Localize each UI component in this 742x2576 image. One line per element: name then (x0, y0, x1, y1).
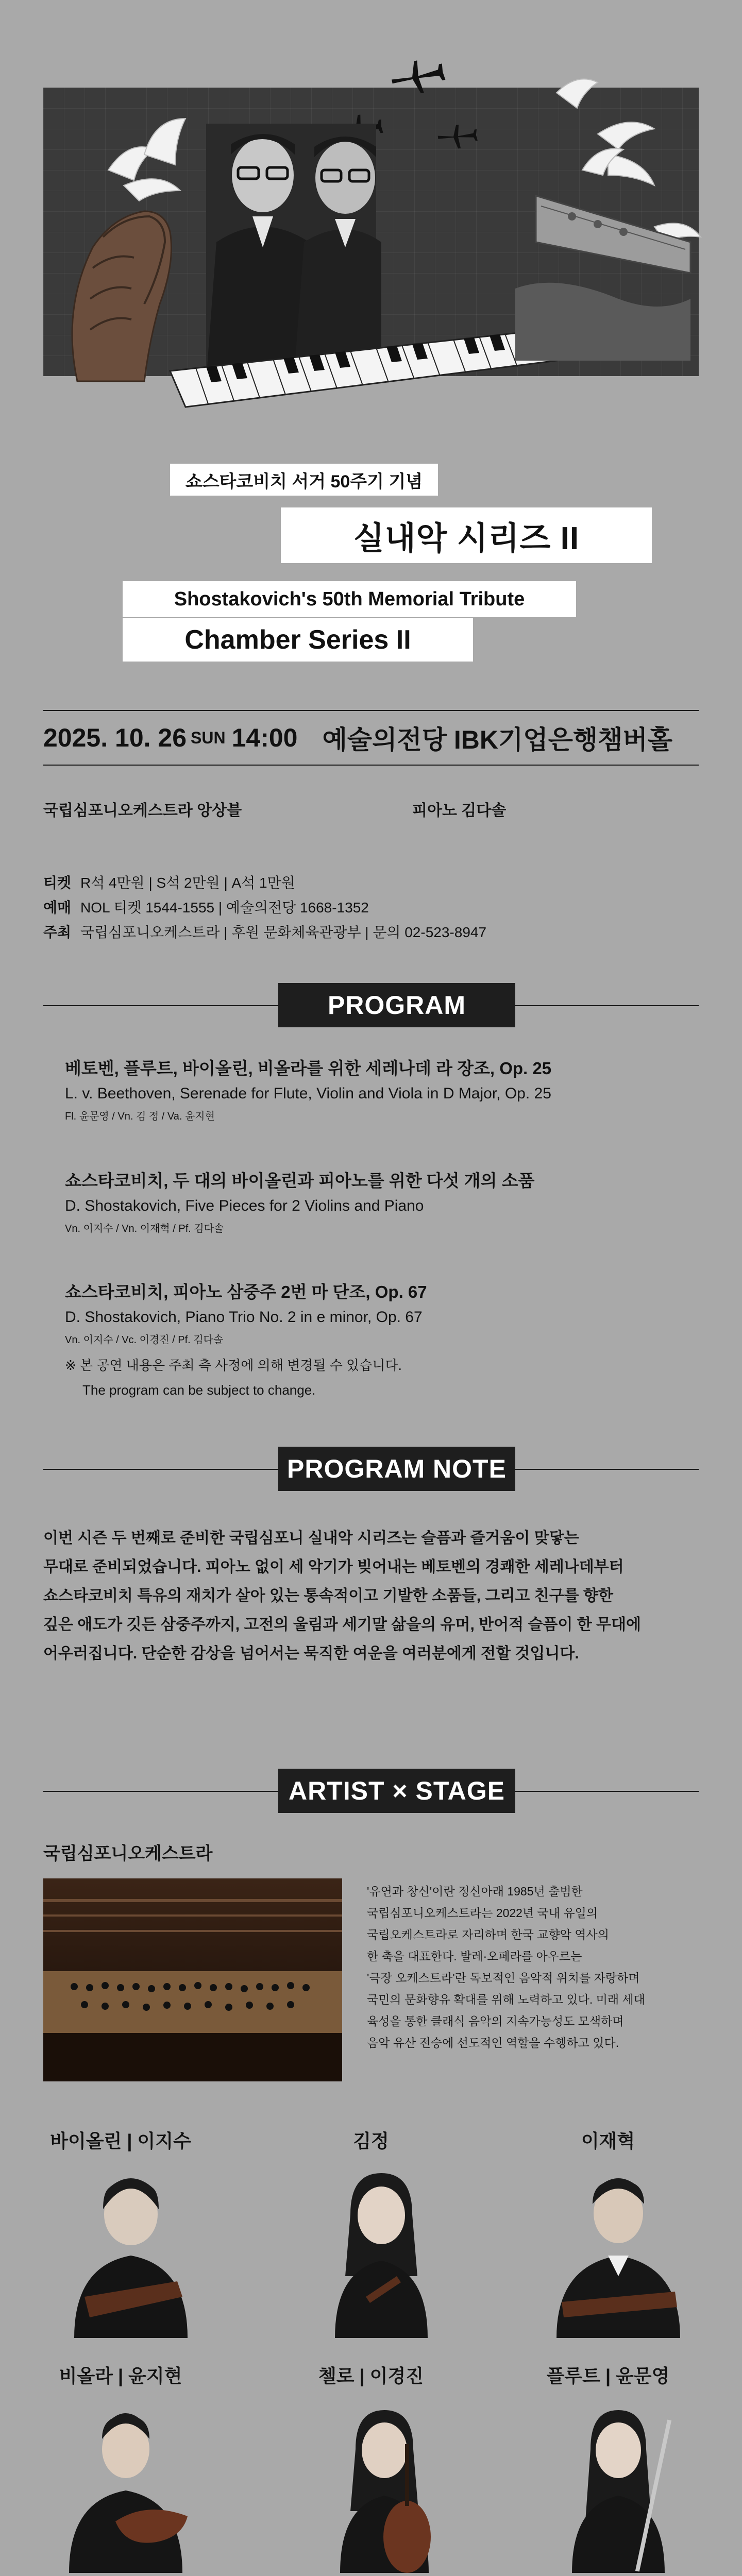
musician-photo (54, 2168, 208, 2338)
note-line: 깊은 애도가 깃든 삼중주까지, 고전의 울림과 세기말 삶을의 유머, 반어적 슬픔이 한 무대에 (43, 1616, 641, 1633)
program-title-en: D. Shostakovich, Piano Trio No. 2 in e minor, Op. 67 (65, 1309, 423, 1326)
section-header-artist-stage: ARTIST × STAGE (278, 1769, 515, 1813)
event-time: 14:00 (231, 723, 298, 752)
notice-english: The program can be subject to change. (82, 1382, 316, 1398)
hero-collage (0, 0, 742, 443)
musician-card (278, 2362, 464, 2576)
program-note-body (43, 1524, 699, 1668)
section-header-program: PROGRAM (278, 983, 515, 1027)
performer-pianist: 피아노 김다솔 (412, 802, 507, 819)
orchestra-title: 국립심포니오케스트라 (43, 1844, 213, 1863)
ticket-label: 티켓 (43, 875, 72, 891)
orchestra-text-line: 한 축을 대표한다. 발레·오페라를 아우르는 (367, 1950, 582, 1963)
musician-photo (541, 2168, 696, 2338)
program-players: Fl. 윤문영 / Vn. 김 정 / Va. 윤지현 (65, 1111, 215, 1122)
lily-flowers (108, 79, 701, 242)
event-venue: 예술의전당 IBK기업은행챔버홀 (322, 725, 673, 754)
program-title-kr: 베토벤, 플루트, 바이올린, 비올라를 위한 세레나데 라 장조, Op. 25 (65, 1059, 552, 1078)
program-title-kr: 쇼스타코비치, 피아노 삼중주 2번 마 단조, Op. 67 (65, 1282, 427, 1301)
musician-photo (54, 2403, 208, 2573)
ticket-prices: R석 4만원 | S석 2만원 | A석 1만원 (80, 875, 295, 891)
program-item-3 (65, 1280, 688, 1350)
orchestra-text-line: '극장 오케스트라'란 독보적인 음악적 위치를 자랑하며 (367, 1971, 640, 1985)
orchestra-description (367, 1880, 707, 2054)
musician-card (278, 2127, 464, 2353)
note-line: 쇼스타코비치 특유의 재치가 살아 있는 통속적이고 기발한 소품들, 그리고 친구를 향한 (43, 1587, 613, 1604)
note-line: 이번 시즌 두 번째로 준비한 국립심포니 실내악 시리즈는 슬픔과 즐거움이 맞닿는 (43, 1530, 579, 1547)
shostakovich-portrait (206, 124, 381, 381)
subtitle-english: Shostakovich's 50th Memorial Tribute (123, 581, 576, 617)
program-change-notice (65, 1353, 402, 1402)
musician-photo (304, 2403, 459, 2573)
note-line: 어우러집니다. 단순한 감상을 넘어서는 묵직한 여운을 여러분에게 전할 것입니다. (43, 1645, 579, 1662)
title-korean: 실내악 시리즈 II (281, 507, 652, 563)
orchestra-text-line: 국민의 문화향유 확대를 위해 노력하고 있다. 미래 세대 (367, 1993, 645, 2006)
subtitle-korean: 쇼스타코비치 서거 50주기 기념 (170, 464, 438, 496)
program-title-en: L. v. Beethoven, Serenade for Flute, Violin and Viola in D Major, Op. 25 (65, 1085, 551, 1102)
musician-name: 바이올린 | 이지수 (50, 2130, 191, 2151)
ticket-info (43, 871, 486, 945)
program-players: Vn. 이지수 / Vc. 이경진 / Pf. 김다솔 (65, 1334, 224, 1346)
orchestra-text-line: 음악 유산 전승에 선도적인 역할을 수행하고 있다. (367, 2036, 619, 2049)
musician-photo (541, 2403, 696, 2573)
divider-top (43, 710, 699, 711)
praying-hands-sculpture (72, 211, 172, 381)
hero-illustration (0, 0, 742, 443)
host-info: 국립심포니오케스트라 | 후원 문화체육관광부 | 문의 02-523-8947 (80, 924, 487, 940)
orchestra-text-line: 육성을 통한 클래식 음악의 지속가능성도 모색하며 (367, 2014, 624, 2028)
booking-info: NOL 티켓 1544-1555 | 예술의전당 1668-1352 (80, 900, 369, 916)
event-date: 2025. 10. 26 (43, 723, 187, 752)
orchestra-text-line: 국립오케스트라로 자리하며 한국 교향악 역사의 (367, 1928, 609, 1941)
performer-ensemble: 국립심포니오케스트라 앙상블 (43, 802, 242, 819)
musician-card (28, 2127, 213, 2353)
event-date-line (43, 717, 699, 758)
orchestra-text-line: 국립심포니오케스트라는 2022년 국내 유일의 (367, 1906, 598, 1920)
musician-name: 이재혁 (581, 2130, 635, 2151)
musician-name: 비올라 | 윤지현 (59, 2365, 182, 2386)
host-label: 주최 (43, 924, 72, 940)
musician-name: 첼로 | 이경진 (318, 2365, 424, 2386)
note-line: 무대로 준비되었습니다. 피아노 없이 세 악기가 빚어내는 베토벤의 경쾌한 세레나데부터 (43, 1558, 624, 1575)
program-title-en: D. Shostakovich, Five Pieces for 2 Violins and Piano (65, 1197, 424, 1214)
program-players: Vn. 이지수 / Vn. 이재혁 / Pf. 김다솔 (65, 1223, 224, 1234)
program-title-kr: 쇼스타코비치, 두 대의 바이올린과 피아노를 위한 다섯 개의 소품 (65, 1171, 535, 1190)
program-item-2 (65, 1168, 688, 1239)
event-day-of-week: SUN (191, 728, 226, 747)
booking-label: 예매 (43, 900, 72, 916)
orchestra-photo (43, 1878, 342, 2081)
musician-photo (304, 2168, 459, 2338)
title-english: Chamber Series II (123, 618, 473, 662)
program-item-1 (65, 1056, 688, 1126)
orchestra-text-line: '유연과 창신'이란 정신아래 1985년 출범한 (367, 1885, 583, 1898)
divider-bottom (43, 765, 699, 766)
musician-card (515, 2127, 701, 2353)
wrecked-airplane (515, 196, 690, 361)
musician-card (515, 2362, 701, 2576)
musician-name: 김정 (353, 2130, 389, 2151)
musician-name: 플루트 | 윤문영 (546, 2365, 670, 2386)
musician-card (28, 2362, 213, 2576)
section-header-program-note: PROGRAM NOTE (278, 1447, 515, 1491)
notice-korean: ※ 본 공연 내용은 주최 측 사정에 의해 변경될 수 있습니다. (65, 1358, 402, 1373)
